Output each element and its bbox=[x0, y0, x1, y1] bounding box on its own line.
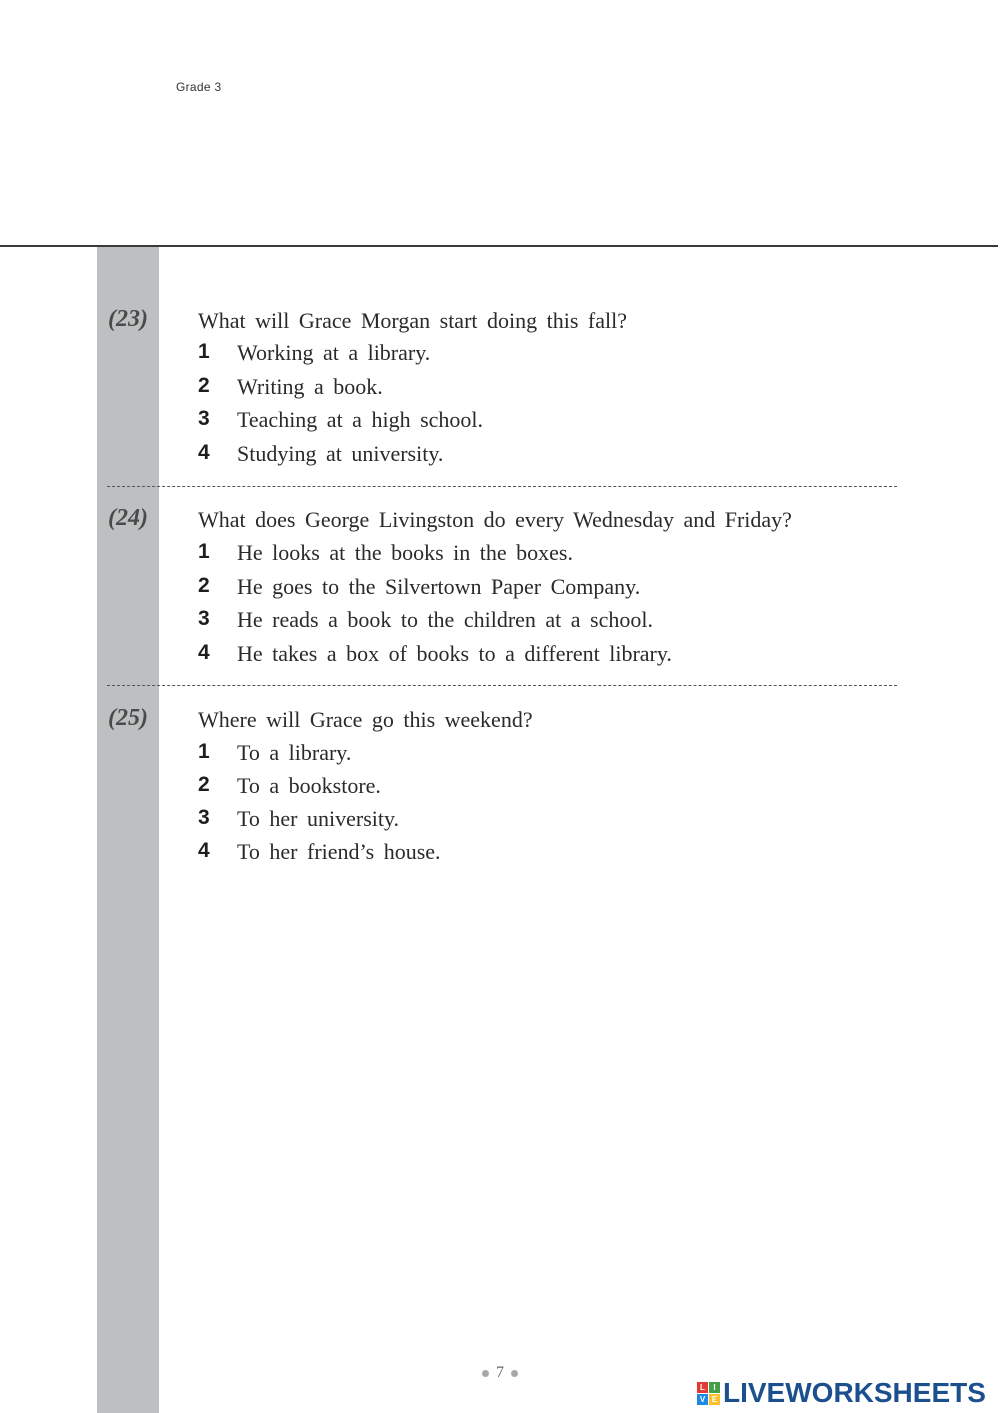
option-number: 2 bbox=[198, 773, 210, 796]
option-number: 2 bbox=[198, 374, 210, 397]
option-number: 4 bbox=[198, 839, 210, 862]
logo-mark-letter: V bbox=[697, 1394, 708, 1405]
option-text: He goes to the Silvertown Paper Company. bbox=[237, 574, 641, 599]
option-number: 1 bbox=[198, 540, 210, 563]
option-number: 3 bbox=[198, 407, 210, 430]
option-number: 3 bbox=[198, 607, 210, 630]
logo-mark-letter: E bbox=[709, 1394, 720, 1405]
grade-label: Grade 3 bbox=[176, 80, 222, 94]
logo-text: LIVEWORKSHEETS bbox=[723, 1377, 986, 1408]
page-number-text: 7 bbox=[496, 1364, 504, 1381]
option-text: Writing a book. bbox=[237, 374, 383, 399]
option-text: Studying at university. bbox=[237, 441, 444, 466]
question-number: (24) bbox=[108, 505, 148, 531]
question-divider bbox=[107, 685, 897, 686]
page-number bbox=[470, 1364, 530, 1382]
liveworksheets-logo[interactable] bbox=[697, 1376, 986, 1410]
option-text: To a library. bbox=[237, 740, 352, 765]
option-number: 1 bbox=[198, 340, 210, 363]
option-text: To her friend’s house. bbox=[237, 839, 441, 864]
question-divider bbox=[107, 486, 897, 487]
margin-bar bbox=[97, 247, 159, 1413]
question-number: (23) bbox=[108, 306, 148, 332]
option-number: 1 bbox=[198, 740, 210, 763]
option-text: Working at a library. bbox=[237, 340, 431, 365]
question-text: What will Grace Morgan start doing this fall? bbox=[198, 308, 627, 333]
question-text: What does George Livingston do every Wednesday and Friday? bbox=[198, 507, 792, 532]
logo-mark-letter: I bbox=[709, 1382, 720, 1393]
page-dot-left bbox=[482, 1370, 489, 1377]
page-dot-right bbox=[511, 1370, 518, 1377]
option-number: 3 bbox=[198, 806, 210, 829]
logo-mark-icon bbox=[697, 1382, 720, 1405]
question-text: Where will Grace go this weekend? bbox=[198, 707, 533, 732]
option-number: 2 bbox=[198, 574, 210, 597]
option-text: He takes a box of books to a different library. bbox=[237, 641, 672, 666]
option-text: To her university. bbox=[237, 806, 400, 831]
question-number: (25) bbox=[108, 705, 148, 731]
option-number: 4 bbox=[198, 441, 210, 464]
option-text: He reads a book to the children at a school. bbox=[237, 607, 653, 632]
option-text: He looks at the books in the boxes. bbox=[237, 540, 573, 565]
option-number: 4 bbox=[198, 641, 210, 664]
logo-mark-letter: L bbox=[697, 1382, 708, 1393]
option-text: To a bookstore. bbox=[237, 773, 381, 798]
option-text: Teaching at a high school. bbox=[237, 407, 484, 432]
